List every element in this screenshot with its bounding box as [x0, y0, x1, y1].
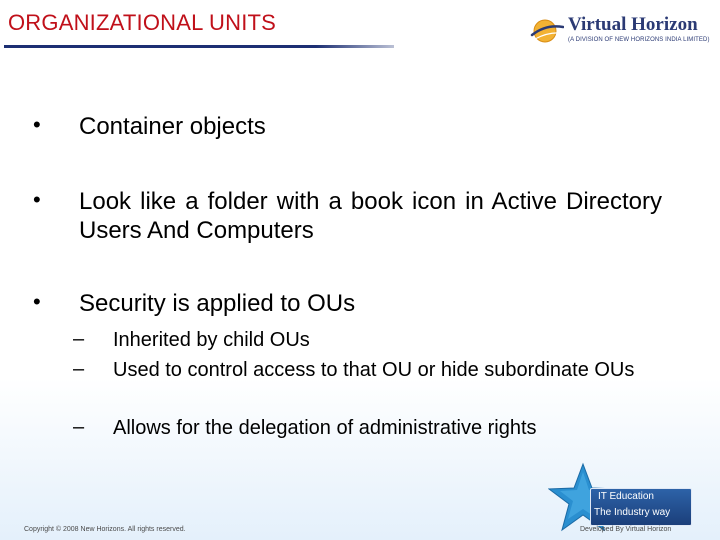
logo-name: Virtual Horizon — [568, 14, 698, 35]
sub-bullet-item: Inherited by child OUs — [113, 329, 310, 351]
logo-tagline: (A DIVISION OF NEW HORIZONS INDIA LIMITED) — [568, 37, 710, 43]
sub-bullet-marker: – — [73, 358, 85, 380]
sub-bullet-marker: – — [73, 328, 85, 350]
slide-title: ORGANIZATIONAL UNITS — [8, 10, 277, 35]
it-education-badge — [548, 462, 698, 534]
sub-bullet-item: Used to control access to that OU or hide subordinate OUs — [113, 359, 635, 381]
footer-developer: Developed By Virtual Horizon — [580, 526, 672, 533]
company-logo — [530, 14, 715, 50]
bullet-item: Container objects — [79, 113, 266, 140]
badge-line-1: IT Education — [598, 491, 654, 502]
sub-bullet-item: Allows for the delegation of administrative rights — [113, 417, 537, 439]
title-underline — [4, 45, 394, 48]
bullet-marker: • — [33, 289, 41, 314]
bullet-item: Security is applied to OUs — [79, 290, 356, 317]
globe-swoosh-icon — [530, 16, 564, 46]
sub-bullet-marker: – — [73, 416, 85, 438]
badge-line-2: The Industry way — [594, 507, 671, 518]
bullet-marker: • — [33, 112, 41, 137]
bullet-item: Look like a folder with a book icon in Active Directory Users And Computers — [79, 188, 662, 244]
bullet-marker: • — [33, 187, 41, 212]
footer-copyright: Copyright © 2008 New Horizons. All rights reserved. — [24, 526, 186, 533]
